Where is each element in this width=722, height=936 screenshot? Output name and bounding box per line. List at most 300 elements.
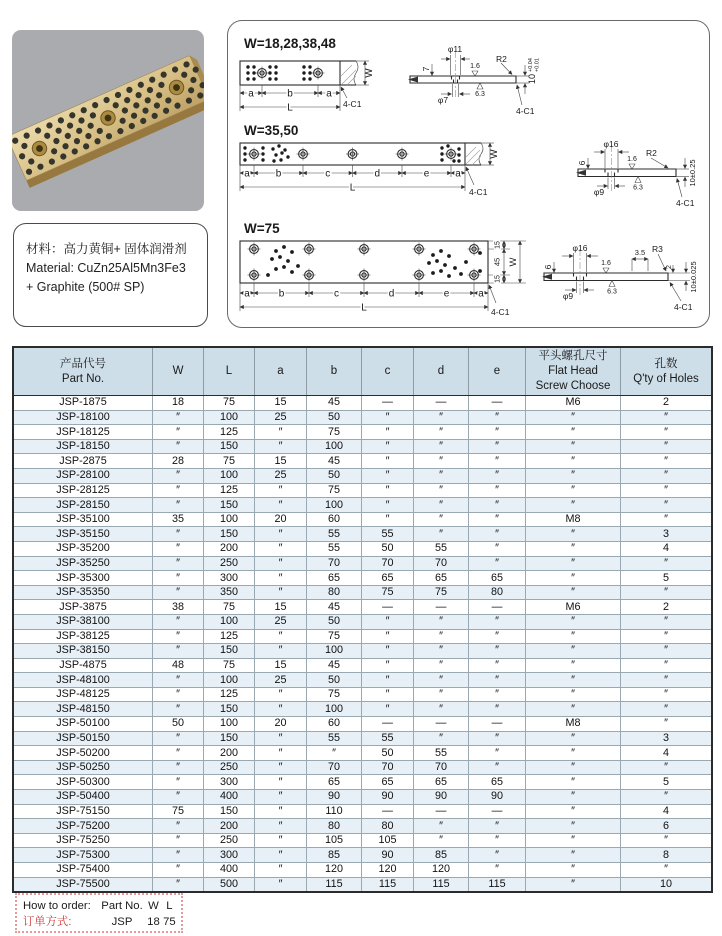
table-cell: JSP-75200 [13,819,153,834]
table-row [13,717,712,732]
radius-dim: R2 [646,148,657,158]
table-cell: 75 [204,600,255,615]
table-cell: 75 [204,454,255,469]
table-cell: 85 [307,848,362,863]
table-cell: JSP-75400 [13,863,153,878]
column-header: e [469,347,526,396]
table-cell: 50 [362,746,414,761]
table-cell: ″ [255,702,307,717]
table-cell: ″ [255,527,307,542]
table-cell: ″ [362,425,414,440]
table-cell: 200 [204,541,255,556]
table-cell: ″ [414,425,469,440]
table-cell: ″ [526,527,621,542]
table-cell: ″ [526,614,621,629]
table-row [13,396,712,411]
drawing3-plan-view [240,241,526,317]
order-row-2 [23,914,176,930]
table-cell: JSP-50250 [13,760,153,775]
table-cell: ″ [255,775,307,790]
table-cell: ″ [621,673,713,688]
dim-L: L [349,182,356,194]
thickness-dim: 10±0.025 [689,261,698,293]
dim-a: a [248,88,254,100]
order-partno-header: Part No. [101,900,143,912]
table-cell: ″ [621,863,713,878]
table-cell: 120 [414,863,469,878]
table-row [13,848,712,863]
table-cell: ″ [469,848,526,863]
table-cell: ″ [153,483,204,498]
table-cell: JSP-75250 [13,833,153,848]
table-row [13,571,712,586]
table-cell: — [414,717,469,732]
table-row [13,585,712,600]
table-cell: M6 [526,396,621,411]
table-cell: ″ [255,483,307,498]
table-cell: 55 [362,731,414,746]
table-header [13,347,712,396]
table-cell: 115 [307,877,362,892]
table-cell: 100 [204,512,255,527]
table-cell: ″ [153,702,204,717]
table-cell: ″ [153,790,204,805]
table-cell: ″ [414,410,469,425]
table-cell: ″ [153,746,204,761]
table-cell: ″ [414,498,469,513]
table-row [13,804,712,819]
tolerance-lower: +0.01 [534,58,541,72]
table-cell: ″ [526,673,621,688]
order-label: How to order: [23,900,91,912]
dim-a2: a [455,168,461,180]
table-cell: ″ [255,760,307,775]
table-row [13,600,712,615]
table-cell: ″ [469,425,526,440]
table-cell: 75 [153,804,204,819]
table-cell: 500 [204,877,255,892]
dim-a: a [244,168,250,180]
table-cell: ″ [153,614,204,629]
table-cell: — [362,396,414,411]
table-cell: ″ [526,863,621,878]
table-cell: 65 [414,571,469,586]
product-photo [12,30,204,211]
table-cell: — [414,600,469,615]
table-row [13,775,712,790]
table-cell: JSP-35300 [13,571,153,586]
table-cell: ″ [153,848,204,863]
table-cell: M6 [526,600,621,615]
table-cell: 125 [204,483,255,498]
dim-15-bottom: 15 [494,275,502,283]
table-cell: ″ [414,673,469,688]
table-cell: 150 [204,731,255,746]
counterbore-dia: φ11 [447,44,463,54]
table-row [13,790,712,805]
table-cell: — [414,804,469,819]
table-cell: ″ [414,702,469,717]
table-cell: JSP-48125 [13,687,153,702]
table-cell: 25 [255,614,307,629]
table-cell: ″ [469,527,526,542]
dim-b: b [278,288,285,300]
table-cell: ″ [362,629,414,644]
table-cell: ″ [621,425,713,440]
edge-dim: 2 [666,265,673,269]
parts-table [12,346,713,893]
table-cell: 3 [621,731,713,746]
table-cell: ″ [362,512,414,527]
table-cell: — [469,804,526,819]
material-line-en1: Material: CuZn25Al5Mn3Fe3 [26,260,186,275]
depth-dim: 6 [543,264,553,270]
table-cell: JSP-50100 [13,717,153,732]
table-cell: ″ [414,731,469,746]
table-cell: ″ [621,556,713,571]
table-cell: 350 [204,585,255,600]
table-cell: JSP-50200 [13,746,153,761]
table-cell: 125 [204,425,255,440]
table-row [13,556,712,571]
table-cell: ″ [362,410,414,425]
table-cell: 100 [307,439,362,454]
column-header: 产品代号 Part No. [13,347,153,396]
table-cell: ″ [469,673,526,688]
table-cell: ″ [526,629,621,644]
section-stub [465,143,483,165]
dim-a: a [244,288,250,300]
technical-drawings [228,21,709,327]
table-cell: 300 [204,775,255,790]
table-cell: ″ [469,629,526,644]
table-cell: ″ [153,498,204,513]
table-cell: JSP-35200 [13,541,153,556]
table-cell: 200 [204,819,255,834]
table-cell: 80 [469,585,526,600]
table-cell: JSP-75300 [13,848,153,863]
table-cell: ″ [255,790,307,805]
table-cell: 150 [204,644,255,659]
column-header: a [255,347,307,396]
table-cell: ″ [621,410,713,425]
table-cell: 6 [621,819,713,834]
table-cell: ″ [526,746,621,761]
table-cell: 15 [255,658,307,673]
counterbore-dia: φ16 [572,243,588,253]
table-cell: ″ [526,425,621,440]
table-cell: JSP-2875 [13,454,153,469]
table-cell: ″ [469,819,526,834]
table-cell: ″ [526,658,621,673]
table-cell: ″ [469,731,526,746]
drawing1-section-view [408,44,541,116]
table-row [13,498,712,513]
table-cell: ″ [362,498,414,513]
finish-bottom: 6.3 [607,288,617,296]
table-cell: ″ [621,614,713,629]
table-cell: ″ [255,877,307,892]
table-cell: JSP-3875 [13,600,153,615]
order-row-1 [23,898,176,914]
table-cell: 150 [204,527,255,542]
table-cell: 85 [414,848,469,863]
table-row [13,541,712,556]
drawing3-section-view [542,243,698,312]
table-cell: ″ [255,863,307,878]
table-cell: 8 [621,848,713,863]
order-box [15,893,183,933]
table-cell: JSP-50150 [13,731,153,746]
finish-top: 1.6 [601,260,611,267]
table-cell: ″ [526,775,621,790]
table-cell: 150 [204,702,255,717]
table-row [13,819,712,834]
table-cell: 100 [204,673,255,688]
table-cell: ″ [469,410,526,425]
table-cell: ″ [362,702,414,717]
drawing1-title: W=18,28,38,48 [244,36,336,51]
dim-e: e [423,168,430,180]
table-cell: 38 [153,600,204,615]
table-cell: 45 [307,658,362,673]
depth-dim: 6 [577,160,587,166]
table-cell: 75 [414,585,469,600]
table-cell: 28 [153,454,204,469]
table-cell: ″ [469,483,526,498]
table-cell: ″ [153,687,204,702]
table-cell: 100 [307,498,362,513]
table-cell: 115 [414,877,469,892]
table-cell: ″ [469,687,526,702]
table-cell: ″ [621,512,713,527]
table-row [13,614,712,629]
table-cell: JSP-35100 [13,512,153,527]
table-cell: 65 [469,571,526,586]
chamfer-note: 4-C1 [676,198,695,208]
table-cell: ″ [526,410,621,425]
table-cell: ″ [526,848,621,863]
table-cell: ″ [469,556,526,571]
table-cell: JSP-35150 [13,527,153,542]
table-cell: JSP-28125 [13,483,153,498]
table-cell: ″ [414,658,469,673]
dim-45: 45 [492,257,502,267]
table-cell: 150 [204,498,255,513]
table-cell: JSP-18100 [13,410,153,425]
table-cell: 55 [414,541,469,556]
table-body [13,396,712,893]
table-cell: ″ [362,483,414,498]
table-cell: ″ [526,687,621,702]
table-cell: 75 [307,425,362,440]
table-cell: ″ [526,585,621,600]
table-cell: 5 [621,775,713,790]
chamfer-note: 4-C1 [343,99,362,109]
table-cell: ″ [414,833,469,848]
table-cell: 70 [414,760,469,775]
table-cell: ″ [414,483,469,498]
chamfer-width: 3.5 [634,248,646,257]
chamfer-note: 4-C1 [516,106,535,116]
table-cell: M8 [526,512,621,527]
order-l-header: L [166,900,173,912]
table-cell: 90 [307,790,362,805]
table-cell: 105 [362,833,414,848]
chamfer-note: 4-C1 [469,187,488,197]
table-header-row [13,347,712,396]
table-cell: JSP-4875 [13,658,153,673]
table-cell: ″ [526,877,621,892]
table-row [13,483,712,498]
table-cell: ″ [621,629,713,644]
table-row [13,527,712,542]
table-cell: 55 [307,541,362,556]
table-cell: ″ [153,425,204,440]
table-cell: 100 [204,614,255,629]
table-cell: JSP-18125 [13,425,153,440]
column-header: d [414,347,469,396]
table-cell: — [414,396,469,411]
table-cell: 90 [362,848,414,863]
table-cell: ″ [362,454,414,469]
table-cell: ″ [414,439,469,454]
dim-d: d [374,168,381,180]
table-cell: 65 [469,775,526,790]
radius-dim: R2 [496,54,507,64]
table-cell: ″ [153,556,204,571]
table-cell: ″ [153,819,204,834]
dim-15-top: 15 [494,241,502,249]
table-cell: ″ [526,483,621,498]
table-cell: ″ [526,790,621,805]
table-cell: 90 [469,790,526,805]
dim-b: b [287,88,293,100]
table-cell: ″ [362,673,414,688]
order-l-example: 75 [163,916,176,929]
table-cell: ″ [153,731,204,746]
table-cell: 115 [469,877,526,892]
table-cell: 100 [204,468,255,483]
table-row [13,760,712,775]
table-cell: — [362,804,414,819]
hole-dia: φ9 [593,187,605,197]
table-cell: ″ [414,614,469,629]
table-cell: 50 [153,717,204,732]
dim-a2: a [478,288,484,300]
table-cell: ″ [153,468,204,483]
table-cell: ″ [255,804,307,819]
table-cell: 100 [307,644,362,659]
table-cell: ″ [255,746,307,761]
table-cell: ″ [526,439,621,454]
table-cell: 2 [621,396,713,411]
dim-e: e [443,288,450,300]
table-cell: ″ [526,556,621,571]
table-cell: 50 [307,673,362,688]
column-header: W [153,347,204,396]
table-cell: 5 [621,571,713,586]
depth-dim: 7 [421,66,431,72]
counterbore-dia: φ16 [603,139,619,149]
table-cell: 100 [307,702,362,717]
table-cell: ″ [621,702,713,717]
thickness-dim: 10 [527,73,537,85]
table-cell: ″ [469,454,526,469]
table-cell: JSP-75150 [13,804,153,819]
table-cell: 35 [153,512,204,527]
table-cell: JSP-28150 [13,498,153,513]
column-header: 平头螺孔尺寸 Flat Head Screw Choose [526,347,621,396]
finish-bottom: 6.3 [475,91,485,98]
table-cell: 75 [307,687,362,702]
table-cell: ″ [414,819,469,834]
table-cell: ″ [621,790,713,805]
table-cell: 75 [204,658,255,673]
table-cell: ″ [255,425,307,440]
dim-b: b [275,168,282,180]
finish-top: 1.6 [627,156,637,163]
table-cell: 250 [204,833,255,848]
table-cell: ″ [621,468,713,483]
table-row [13,731,712,746]
column-header: c [362,347,414,396]
table-cell: 20 [255,717,307,732]
table-cell: ″ [153,410,204,425]
table-cell: JSP-38100 [13,614,153,629]
table-cell: 150 [204,804,255,819]
table-cell: JSP-38150 [13,644,153,659]
drawing2-section-view [576,139,697,208]
table-cell: ″ [255,644,307,659]
table-cell: ″ [526,498,621,513]
table-cell: 10 [621,877,713,892]
table-cell: 50 [307,468,362,483]
dim-W: W [364,68,375,78]
table-cell: ″ [526,702,621,717]
table-row [13,644,712,659]
table-cell: JSP-28100 [13,468,153,483]
table-cell: ″ [621,439,713,454]
finish-bottom: 6.3 [633,184,643,192]
column-header: L [204,347,255,396]
table-row [13,468,712,483]
drawing2-plan-view [240,143,500,197]
table-cell: ″ [362,658,414,673]
plate-3d [12,53,204,188]
table-cell: ″ [153,644,204,659]
radius-dim: R3 [652,244,663,254]
table-cell: — [469,717,526,732]
dim-c: c [334,288,339,300]
table-cell: 45 [307,600,362,615]
table-cell: 60 [307,512,362,527]
table-cell: 400 [204,863,255,878]
table-cell: 120 [362,863,414,878]
table-cell: ″ [255,439,307,454]
table-cell: 2 [621,600,713,615]
drawing1-plan-view [240,61,375,114]
table-cell: ″ [469,644,526,659]
table-cell: 15 [255,396,307,411]
table-cell: 55 [414,746,469,761]
table-cell: ″ [621,687,713,702]
table-cell: ″ [621,717,713,732]
table-cell: ″ [526,454,621,469]
table-cell: JSP-38125 [13,629,153,644]
table-cell: ″ [414,644,469,659]
table-cell: ″ [469,833,526,848]
